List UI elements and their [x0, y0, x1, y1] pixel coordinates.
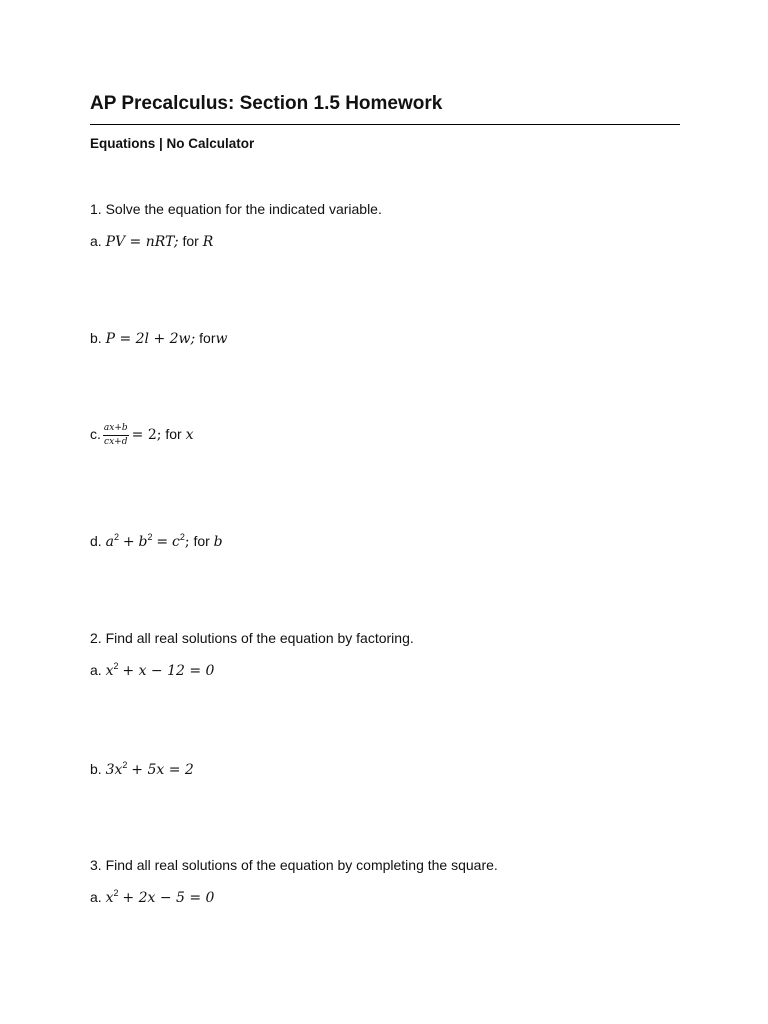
- term-c: c: [171, 534, 180, 550]
- fraction-numerator: ax+b: [103, 424, 129, 436]
- for-text: for: [182, 233, 199, 249]
- exponent: 2: [122, 760, 128, 770]
- question-2a: [90, 662, 214, 679]
- term-3x: 3x: [105, 762, 123, 778]
- fraction: [103, 424, 129, 447]
- item-label: a.: [90, 889, 102, 905]
- title-divider: [90, 124, 680, 125]
- question-3a: [90, 889, 214, 906]
- variable: b: [213, 534, 223, 550]
- exponent: 2: [113, 532, 119, 542]
- for-text: for: [165, 426, 182, 443]
- exponent: 2: [113, 661, 119, 671]
- item-label: b.: [90, 330, 102, 346]
- term-x: x: [105, 663, 114, 679]
- equation: PV = nRT;: [105, 234, 179, 250]
- question-1d: [90, 533, 223, 550]
- semicolon: ;: [184, 534, 190, 550]
- item-label: c.: [90, 426, 101, 443]
- variable: w: [215, 331, 228, 347]
- question-2b: [90, 761, 194, 778]
- item-label: d.: [90, 533, 102, 549]
- question-1a: [90, 233, 213, 250]
- for-text: for: [193, 533, 210, 549]
- item-label: a.: [90, 662, 102, 678]
- item-label: b.: [90, 761, 102, 777]
- exponent: 2: [147, 532, 153, 542]
- item-label: a.: [90, 233, 102, 249]
- page-subtitle: Equations | No Calculator: [90, 136, 255, 151]
- equation-rest: + 5x = 2: [131, 762, 194, 778]
- question-2-prompt: 2. Find all real solutions of the equation by factoring.: [90, 630, 414, 646]
- term-a: a: [105, 534, 114, 550]
- question-1b: [90, 330, 227, 347]
- page-title: AP Precalculus: Section 1.5 Homework: [90, 93, 443, 114]
- question-3-prompt: 3. Find all real solutions of the equation by completing the square.: [90, 857, 498, 873]
- term-b: b: [138, 534, 148, 550]
- equation: P = 2l + 2w;: [105, 331, 196, 347]
- equals-sign: =: [156, 534, 169, 550]
- for-text: for: [199, 330, 216, 346]
- exponent: 2: [113, 888, 119, 898]
- plus-sign: +: [122, 534, 135, 550]
- equation-rest: + 2x − 5 = 0: [122, 890, 215, 906]
- variable: x: [185, 427, 194, 444]
- variable: R: [202, 234, 214, 250]
- question-1c: [90, 424, 193, 447]
- equation-rhs: = 2;: [131, 427, 162, 444]
- exponent: 2: [179, 532, 185, 542]
- fraction-denominator: cx+d: [104, 437, 128, 447]
- equation-rest: + x − 12 = 0: [122, 663, 215, 679]
- term-x: x: [105, 890, 114, 906]
- question-1-prompt: 1. Solve the equation for the indicated variable.: [90, 201, 382, 217]
